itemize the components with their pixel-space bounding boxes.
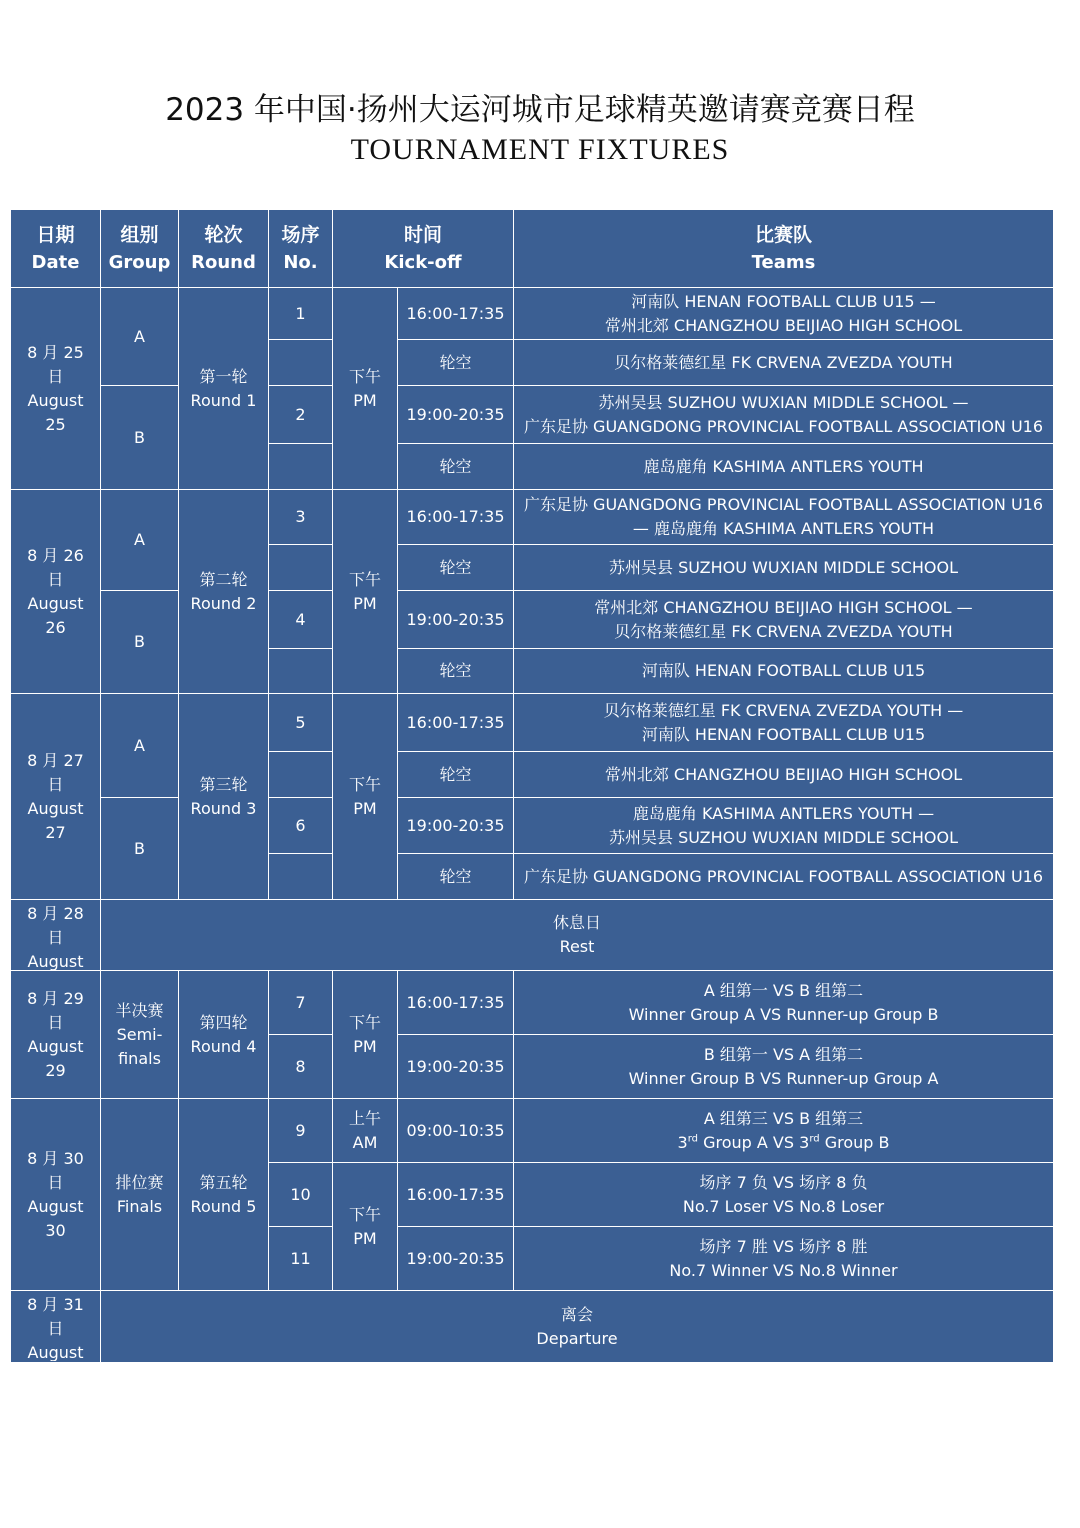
teams-cell: A 组第三 VS B 组第三 3rd Group A VS 3rd Group B: [514, 1099, 1054, 1163]
teams-cell: 常州北郊 CHANGZHOU BEIJIAO HIGH SCHOOL — 贝尔格莱德红星 FK CRVENA ZVEZDA YOUTH: [514, 591, 1054, 649]
time-cell: 19:00-20:35: [398, 386, 514, 444]
date-cell: 8 月 30 日 August 30: [11, 1099, 101, 1291]
time-cell: 轮空: [398, 340, 514, 386]
teams-cell: 河南队 HENAN FOOTBALL CLUB U15 — 常州北郊 CHANGZHOU BEIJIAO HIGH SCHOOL: [514, 288, 1054, 340]
table-row: [11, 490, 1054, 545]
header-row: [11, 210, 1054, 288]
date-cell: 8 月 29 日 August 29: [11, 971, 101, 1099]
teams-cell: 场序 7 负 VS 场序 8 负 No.7 Loser VS No.8 Loser: [514, 1163, 1054, 1227]
match-no-cell: 5: [269, 694, 333, 752]
round-cell: 第一轮 Round 1: [179, 288, 269, 490]
teams-cell: 场序 7 胜 VS 场序 8 胜 No.7 Winner VS No.8 Winner: [514, 1227, 1054, 1291]
header-round: 轮次 Round: [179, 210, 269, 288]
page-subtitle: TOURNAMENT FIXTURES: [350, 133, 730, 166]
date-cell: 8 月 28 日 August: [11, 900, 101, 971]
round-cell: 第四轮 Round 4: [179, 971, 269, 1099]
match-no-cell: 2: [269, 386, 333, 444]
group-cell: A: [101, 694, 179, 798]
table-row: [11, 694, 1054, 752]
time-cell: 轮空: [398, 444, 514, 490]
match-no-cell: 3: [269, 490, 333, 545]
time-cell: 19:00-20:35: [398, 1227, 514, 1291]
match-no-cell: [269, 649, 333, 694]
header-teams: 比赛队 Teams: [514, 210, 1054, 288]
match-no-cell: [269, 340, 333, 386]
match-no-cell: [269, 444, 333, 490]
match-no-cell: 4: [269, 591, 333, 649]
period-cell: 下午 PM: [333, 288, 398, 490]
group-cell: A: [101, 288, 179, 386]
header-group: 组别 Group: [101, 210, 179, 288]
table-row: [11, 288, 1054, 340]
match-no-cell: 1: [269, 288, 333, 340]
time-cell: 19:00-20:35: [398, 1035, 514, 1099]
period-cell: 下午 PM: [333, 694, 398, 900]
match-no-cell: 11: [269, 1227, 333, 1291]
fixtures-table: [10, 209, 1054, 1363]
table-row: [11, 971, 1054, 1035]
teams-cell: B 组第一 VS A 组第二 Winner Group B VS Runner-up Group A: [514, 1035, 1054, 1099]
period-cell: 上午 AM: [333, 1099, 398, 1163]
match-no-cell: [269, 545, 333, 591]
match-no-cell: 8: [269, 1035, 333, 1099]
match-no-cell: [269, 752, 333, 798]
group-cell: B: [101, 386, 179, 490]
teams-cell: 贝尔格莱德红星 FK CRVENA ZVEZDA YOUTH — 河南队 HENAN FOOTBALL CLUB U15: [514, 694, 1054, 752]
header-kickoff: 时间 Kick-off: [333, 210, 514, 288]
table-row: [11, 1291, 1054, 1363]
date-cell: 8 月 25 日 August 25: [11, 288, 101, 490]
teams-cell: 河南队 HENAN FOOTBALL CLUB U15: [514, 649, 1054, 694]
date-cell: 8 月 31 日 August: [11, 1291, 101, 1363]
table-row: [11, 798, 1054, 854]
teams-cell: 广东足协 GUANGDONG PROVINCIAL FOOTBALL ASSOCIATION U16 — 鹿岛鹿角 KASHIMA ANTLERS YOUTH: [514, 490, 1054, 545]
time-cell: 轮空: [398, 854, 514, 900]
match-no-cell: [269, 854, 333, 900]
time-cell: 16:00-17:35: [398, 694, 514, 752]
period-cell: 下午 PM: [333, 971, 398, 1099]
date-cell: 8 月 26 日 August 26: [11, 490, 101, 694]
header-date: 日期 Date: [11, 210, 101, 288]
time-cell: 16:00-17:35: [398, 971, 514, 1035]
time-cell: 16:00-17:35: [398, 288, 514, 340]
group-cell: B: [101, 798, 179, 900]
teams-cell: 苏州吴县 SUZHOU WUXIAN MIDDLE SCHOOL — 广东足协 GUANGDONG PROVINCIAL FOOTBALL ASSOCIATION U16: [514, 386, 1054, 444]
match-no-cell: 6: [269, 798, 333, 854]
group-cell: 半决赛 Semi- finals: [101, 971, 179, 1099]
teams-cell: 苏州吴县 SUZHOU WUXIAN MIDDLE SCHOOL: [514, 545, 1054, 591]
rest-day-cell: 休息日 Rest: [101, 900, 1054, 971]
teams-cell: 贝尔格莱德红星 FK CRVENA ZVEZDA YOUTH: [514, 340, 1054, 386]
period-cell: 下午 PM: [333, 1163, 398, 1291]
time-cell: 16:00-17:35: [398, 1163, 514, 1227]
page-title: 2023 年中国·扬州大运河城市足球精英邀请赛竞赛日程: [165, 92, 915, 128]
time-cell: 轮空: [398, 545, 514, 591]
teams-cell: 常州北郊 CHANGZHOU BEIJIAO HIGH SCHOOL: [514, 752, 1054, 798]
time-cell: 16:00-17:35: [398, 490, 514, 545]
group-cell: 排位赛 Finals: [101, 1099, 179, 1291]
match-no-cell: 9: [269, 1099, 333, 1163]
teams-cell: 鹿岛鹿角 KASHIMA ANTLERS YOUTH — 苏州吴县 SUZHOU WUXIAN MIDDLE SCHOOL: [514, 798, 1054, 854]
time-cell: 轮空: [398, 752, 514, 798]
table-row: [11, 591, 1054, 649]
table-row: [11, 1099, 1054, 1163]
group-cell: B: [101, 591, 179, 694]
time-cell: 09:00-10:35: [398, 1099, 514, 1163]
teams-cell: 鹿岛鹿角 KASHIMA ANTLERS YOUTH: [514, 444, 1054, 490]
group-cell: A: [101, 490, 179, 591]
date-cell: 8 月 27 日 August 27: [11, 694, 101, 900]
period-cell: 下午 PM: [333, 490, 398, 694]
time-cell: 19:00-20:35: [398, 798, 514, 854]
round-cell: 第三轮 Round 3: [179, 694, 269, 900]
teams-cell: 广东足协 GUANGDONG PROVINCIAL FOOTBALL ASSOCIATION U16: [514, 854, 1054, 900]
round-cell: 第五轮 Round 5: [179, 1099, 269, 1291]
match-no-cell: 7: [269, 971, 333, 1035]
departure-day-cell: 离会 Departure: [101, 1291, 1054, 1363]
header-no: 场序 No.: [269, 210, 333, 288]
round-cell: 第二轮 Round 2: [179, 490, 269, 694]
table-row: [11, 900, 1054, 971]
match-no-cell: 10: [269, 1163, 333, 1227]
teams-cell: A 组第一 VS B 组第二 Winner Group A VS Runner-up Group B: [514, 971, 1054, 1035]
time-cell: 轮空: [398, 649, 514, 694]
time-cell: 19:00-20:35: [398, 591, 514, 649]
table-row: [11, 386, 1054, 444]
